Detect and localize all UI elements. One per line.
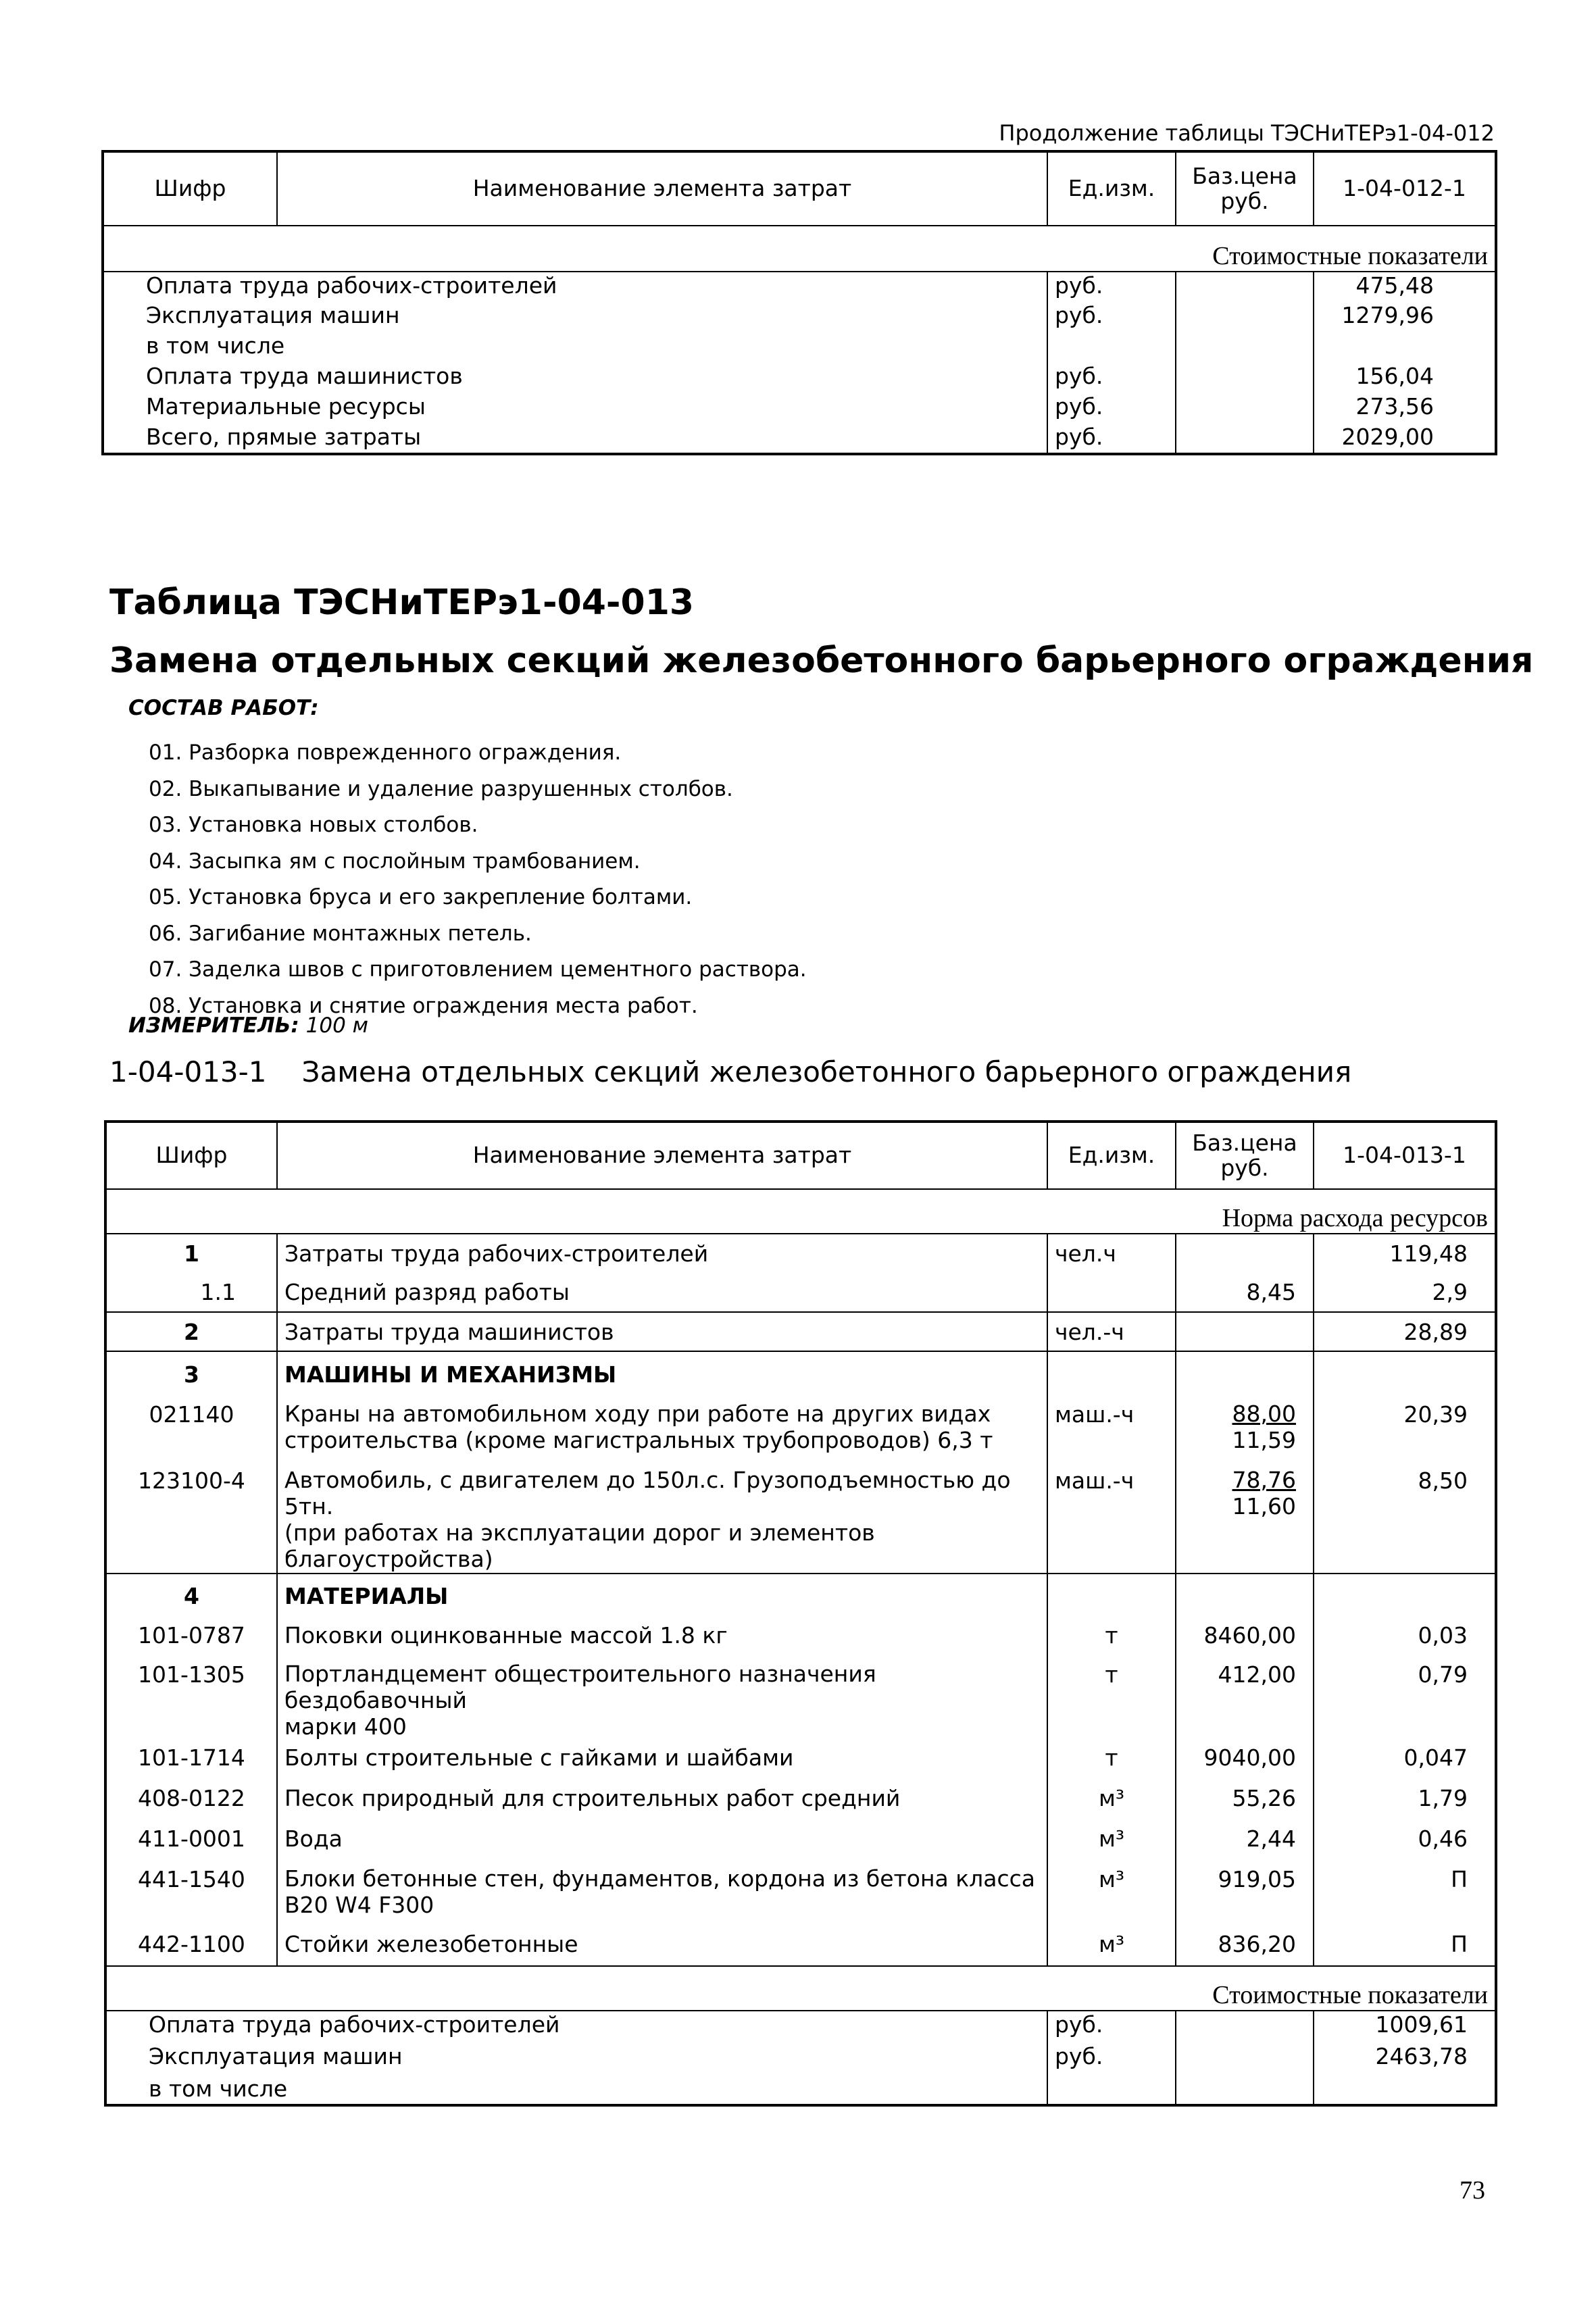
row-name <box>277 1397 1047 1467</box>
row-code: 408-0122 <box>138 1784 245 1811</box>
row-name: Всего, прямые затраты <box>146 424 422 450</box>
header-unit: Ед.изм. <box>1047 151 1176 226</box>
works-list <box>149 735 807 1024</box>
name-line: марки 400 <box>284 1713 407 1740</box>
header-code: Шифр <box>103 151 277 226</box>
row-unit: чел.-ч <box>1047 1312 1176 1351</box>
row-value: 1009,61 <box>1314 2011 1496 2043</box>
header-code: Шифр <box>105 1122 277 1189</box>
norm-code-title: Замена отдельных секций железобетонного барьерного ограждения <box>301 1055 1352 1088</box>
row-name: в том числе <box>146 332 285 359</box>
row-code: 441-1540 <box>138 1865 245 1892</box>
row-value: 2463,78 <box>1314 2043 1496 2076</box>
row-value: П <box>1314 1862 1496 1927</box>
row-price: 8,45 <box>1176 1273 1314 1312</box>
row-unit: руб. <box>1047 302 1176 332</box>
row-name: Эксплуатация машин <box>146 302 400 328</box>
row-name: Оплата труда машинистов <box>146 363 463 389</box>
row-unit: м³ <box>1047 1821 1176 1862</box>
page-number: 73 <box>1460 2176 1485 2205</box>
section-cost-indicators: Стоимостные показатели <box>105 1966 1496 2011</box>
table-subtitle: Замена отдельных секций железобетонного барьерного ограждения <box>109 640 1534 681</box>
name-line: Портландцемент общестроительного назначения бездобавочный <box>284 1660 876 1713</box>
row-name <box>277 1862 1047 1927</box>
list-item: 04. Засыпка ям с послойным трамбованием. <box>149 849 641 874</box>
row-name: Материальные ресурсы <box>146 393 426 420</box>
norm-code: 1-04-013-1 <box>109 1055 267 1088</box>
list-item: 03. Установка новых столбов. <box>149 813 478 837</box>
row-value: 2,9 <box>1314 1273 1496 1312</box>
norm-code-line <box>109 1055 1351 1088</box>
row-code: 2 <box>184 1318 199 1345</box>
row-code: 101-1714 <box>138 1744 245 1771</box>
table-title: Таблица ТЭСНиТЕРэ1-04-013 <box>109 582 695 623</box>
header-unit: Ед.изм. <box>1047 1122 1176 1189</box>
row-value: 28,89 <box>1314 1312 1496 1351</box>
row-unit: м³ <box>1047 1862 1176 1927</box>
list-item: 01. Разборка поврежденного ограждения. <box>149 740 622 765</box>
row-price: 919,05 <box>1176 1862 1314 1927</box>
name-line: Краны на автомобильном ходу при работе на других видах <box>284 1401 991 1427</box>
name-line: В20 W4 F300 <box>284 1891 434 1918</box>
row-code: 1.1 <box>200 1279 236 1305</box>
row-value: 2029,00 <box>1314 424 1496 454</box>
row-value: 0,03 <box>1314 1618 1496 1657</box>
row-unit: т <box>1047 1740 1176 1781</box>
name-line: (при работах на эксплуатации дорог и элементов <box>284 1519 875 1546</box>
row-name: Болты строительные с гайками и шайбами <box>277 1740 1047 1781</box>
row-price <box>1176 1397 1314 1467</box>
header-price: Баз.цена руб. <box>1176 1122 1314 1189</box>
row-unit: маш.-ч <box>1047 1467 1176 1574</box>
row-name: Оплата труда рабочих-строителей <box>149 2011 560 2038</box>
row-code: 4 <box>184 1582 199 1609</box>
row-unit: руб. <box>1047 2011 1176 2043</box>
row-unit: м³ <box>1047 1781 1176 1821</box>
row-price <box>1176 1467 1314 1574</box>
row-price: 836,20 <box>1176 1927 1314 1966</box>
row-code: 3 <box>184 1361 199 1388</box>
row-value: 1,79 <box>1314 1781 1496 1821</box>
row-unit: руб. <box>1047 363 1176 393</box>
name-line: Автомобиль, с двигателем до 150л.с. Грузоподъемностью до 5тн. <box>284 1467 1011 1519</box>
name-line: Блоки бетонные стен, фундаментов, кордона из бетона класса <box>284 1865 1036 1892</box>
row-name: Эксплуатация машин <box>149 2042 403 2069</box>
cost-table-1004-013 <box>104 1120 1497 2107</box>
row-code: 021140 <box>149 1401 234 1428</box>
header-name: Наименование элемента затрат <box>277 1122 1047 1189</box>
row-code: 442-1100 <box>138 1930 245 1957</box>
header-norm: 1-04-012-1 <box>1314 151 1496 226</box>
section-machines: МАШИНЫ И МЕХАНИЗМЫ <box>277 1351 1047 1397</box>
row-name: Затраты труда машинистов <box>277 1312 1047 1351</box>
row-code: 101-0787 <box>138 1621 245 1649</box>
row-unit: чел.ч <box>1047 1234 1176 1273</box>
row-price: 55,26 <box>1176 1781 1314 1821</box>
row-name <box>277 1657 1047 1740</box>
price-bottom: 11,59 <box>1232 1426 1296 1453</box>
cost-table-1004-012 <box>101 150 1497 455</box>
list-item: 07. Заделка швов с приготовлением цементного раствора. <box>149 957 807 982</box>
row-value: 0,79 <box>1314 1657 1496 1740</box>
name-line: строительства (кроме магистральных трубопроводов) 6,3 т <box>284 1426 993 1453</box>
list-item: 05. Установка бруса и его закрепление болтами. <box>149 885 693 909</box>
row-unit: руб. <box>1047 2043 1176 2076</box>
continuation-caption: Продолжение таблицы ТЭСНиТЕРэ1-04-012 <box>999 120 1495 146</box>
row-unit: маш.-ч <box>1047 1397 1176 1467</box>
header-norm: 1-04-013-1 <box>1314 1122 1496 1189</box>
row-value: 20,39 <box>1314 1397 1496 1467</box>
row-code: 1 <box>184 1240 199 1267</box>
row-price: 9040,00 <box>1176 1740 1314 1781</box>
row-value: 119,48 <box>1314 1234 1496 1273</box>
row-value: 0,46 <box>1314 1821 1496 1862</box>
row-code: 123100-4 <box>138 1467 245 1494</box>
price-bottom: 11,60 <box>1232 1492 1296 1519</box>
row-value: 475,48 <box>1314 272 1496 302</box>
section-materials: МАТЕРИАЛЫ <box>277 1574 1047 1618</box>
row-name: Затраты труда рабочих-строителей <box>277 1234 1047 1273</box>
row-name: Оплата труда рабочих-строителей <box>146 272 557 299</box>
row-code: 101-1305 <box>138 1661 245 1688</box>
row-name: Стойки железобетонные <box>277 1927 1047 1966</box>
section-cost-indicators: Стоимостные показатели <box>103 226 1496 272</box>
name-line: благоустройства) <box>284 1545 493 1572</box>
list-item: 02. Выкапывание и удаление разрушенных столбов. <box>149 776 733 801</box>
price-top: 78,76 <box>1232 1467 1296 1493</box>
row-unit: т <box>1047 1618 1176 1657</box>
header-name: Наименование элемента затрат <box>277 151 1047 226</box>
row-code: 411-0001 <box>138 1825 245 1852</box>
row-name: Вода <box>277 1821 1047 1862</box>
row-unit: м³ <box>1047 1927 1176 1966</box>
row-value: 273,56 <box>1314 393 1496 424</box>
row-value: 156,04 <box>1314 363 1496 393</box>
price-top: 88,00 <box>1232 1401 1296 1427</box>
row-value: 1279,96 <box>1314 302 1496 332</box>
row-price: 412,00 <box>1176 1657 1314 1740</box>
row-price: 2,44 <box>1176 1821 1314 1862</box>
row-value: 8,50 <box>1314 1467 1496 1574</box>
list-item: 06. Загибание монтажных петель. <box>149 921 532 946</box>
meter-line <box>128 1013 368 1038</box>
section-resource-norms: Норма расхода ресурсов <box>105 1189 1496 1234</box>
row-value: П <box>1314 1927 1496 1966</box>
row-unit: т <box>1047 1657 1176 1740</box>
row-unit: руб. <box>1047 272 1176 302</box>
row-value: 0,047 <box>1314 1740 1496 1781</box>
row-name: Песок природный для строительных работ средний <box>277 1781 1047 1821</box>
list-item: 08. Установка и снятие ограждения места работ. <box>149 993 698 1018</box>
meter-label: ИЗМЕРИТЕЛЬ: <box>128 1013 299 1038</box>
header-price: Баз.цена руб. <box>1176 151 1314 226</box>
row-name: Поковки оцинкованные массой 1.8 кг <box>277 1618 1047 1657</box>
meter-value: 100 м <box>305 1013 369 1038</box>
row-name: в том числе <box>149 2075 288 2102</box>
row-unit: руб. <box>1047 424 1176 454</box>
row-name: Средний разряд работы <box>277 1273 1047 1312</box>
row-unit: руб. <box>1047 393 1176 424</box>
works-label: СОСТАВ РАБОТ: <box>128 696 319 720</box>
row-name <box>277 1467 1047 1574</box>
row-price: 8460,00 <box>1176 1618 1314 1657</box>
